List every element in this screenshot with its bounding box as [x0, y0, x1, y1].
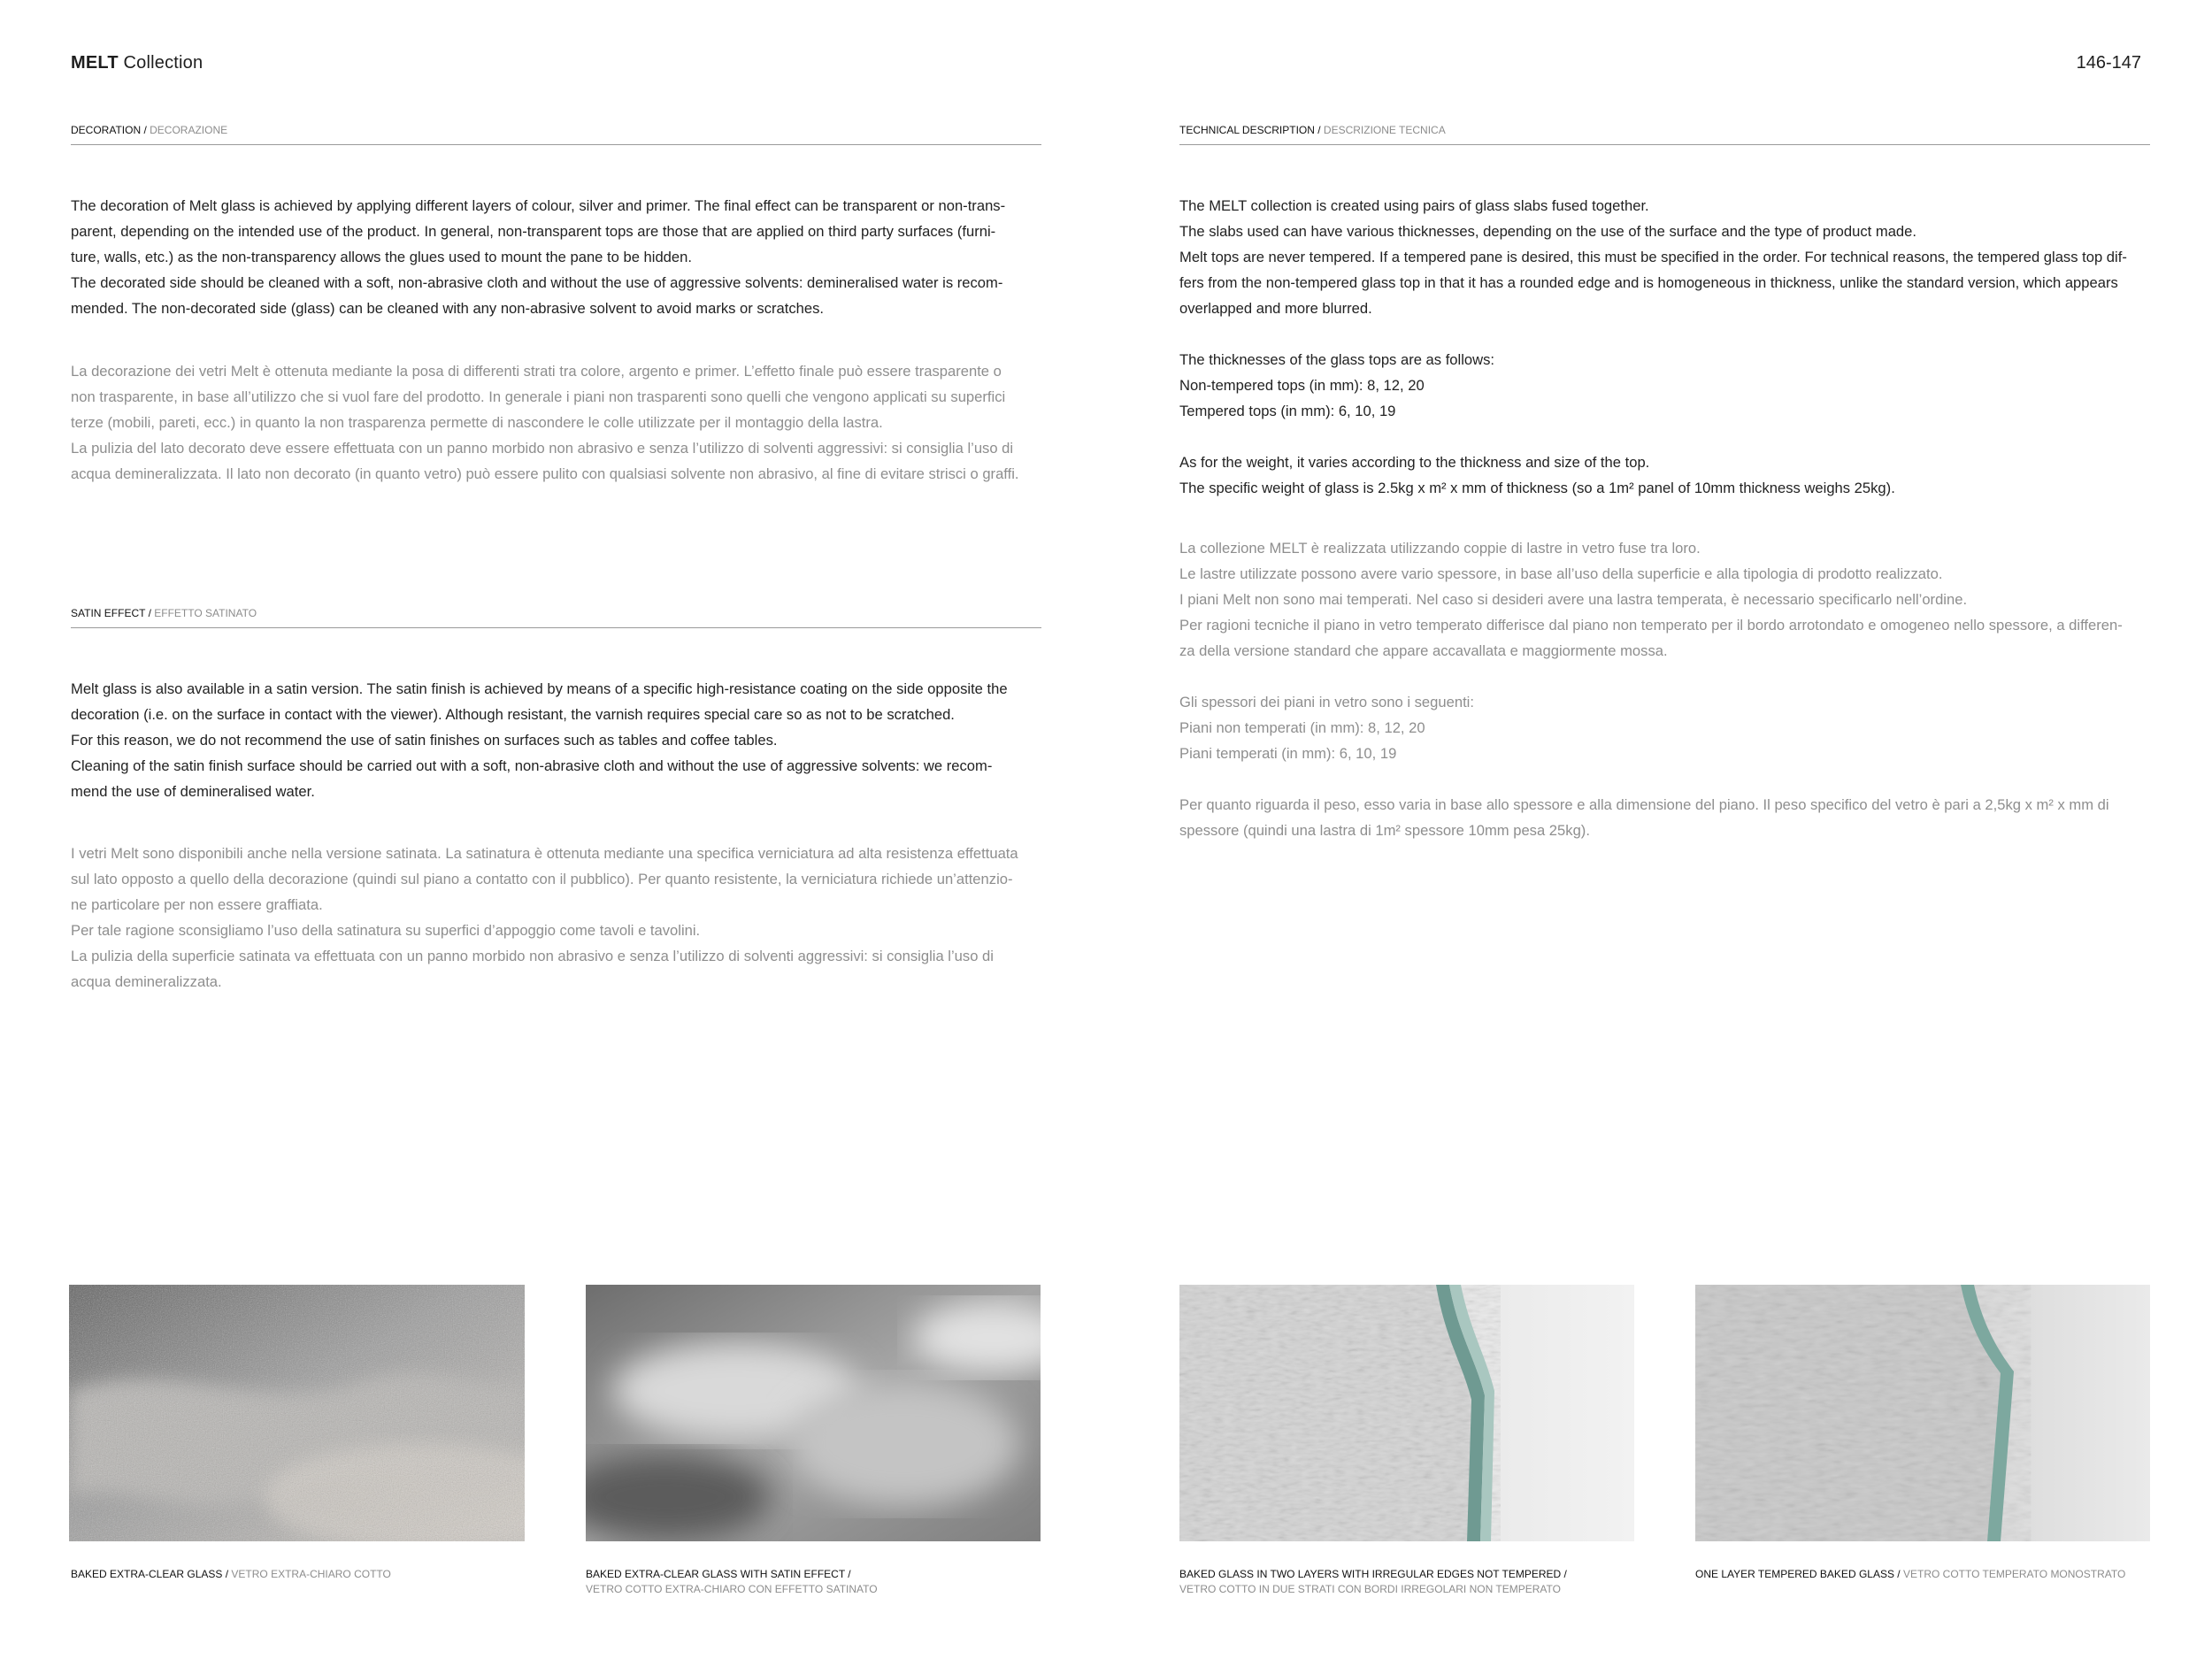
brand-rest: Collection — [118, 53, 204, 73]
brand-bold: MELT — [71, 53, 119, 73]
technical-text-it: La collezione MELT è realizzata utilizzando coppie di lastre in vetro fuse tra loro. Le lastre utilizzate possono avere vario spessore, in base all’uso della superficie e alla tipologia di prodotto realizzato. I piani Melt non sono mai temperati. Nel caso si desideri avere una lastra temperata, è necessario specificarlo nell’ordine. Per ragioni tecniche il piano in vetro temperato differisce dal piano non temperato per il bordo arrotondato e omogeneo nello spessore, a differen- za della versione standard che appare accavallata e maggiormente mossa. Gli spessori dei piani in vetro sono i seguenti: Piani non temperati (in mm): 8, 12, 20 Piani temperati (in mm): 6, 10, 19 Per quanto riguarda il peso, esso varia in base allo spessore e alla dimensione del piano. Il peso specifico del vetro è pari a 2,5kg x m² x mm di spessore (quindi una lastra di 1m² spessore 10mm pesa 25kg). — [1179, 540, 2123, 839]
section-title-satin — [71, 607, 1041, 628]
photo-baked-extra-clear-glass — [69, 1285, 525, 1541]
page-header — [71, 53, 2141, 83]
caption-it-line2: VETRO COTTO IN DUE STRATI CON BORDI IRREGOLARI NON TEMPERATO — [1179, 1583, 1561, 1595]
title-en: DECORATION / — [71, 124, 147, 136]
section-title-decoration — [71, 124, 1041, 145]
caption-en: BAKED GLASS IN TWO LAYERS WITH IRREGULAR EDGES NOT TEMPERED / — [1179, 1568, 1567, 1580]
decoration-text-it: La decorazione dei vetri Melt è ottenuta mediante la posa di differenti strati tra colore, argento e primer. L’effetto finale può essere trasparente o non trasparente, in base all’utilizzo che si vuol fare del prodotto. In generale i piani non trasparenti sono quelli che vengono applicati su superfici terze (mobili, pareti, ecc.) in quanto la non trasparenza permette di nascondere le colle utilizzate per il montaggio della lastra. La pulizia del lato decorato deve essere effettuata con un panno morbido non abrasivo e senza l’utilizzo di solventi aggressivi: si consiglia l’uso di acqua demineralizzata. Il lato non decorato (in quanto vetro) può essere pulito con qualsiasi solvente non abrasivo, al fine di evitare strisci o graffi. — [71, 363, 1019, 482]
title-en: TECHNICAL DESCRIPTION / — [1179, 124, 1321, 136]
title-it: DESCRIZIONE TECNICA — [1320, 124, 1446, 136]
caption-photo-4 — [1695, 1567, 2125, 1582]
caption-en: ONE LAYER TEMPERED BAKED GLASS / — [1695, 1568, 1901, 1580]
title-en: SATIN EFFECT / — [71, 607, 151, 619]
page-numbers: 146-147 — [2076, 53, 2141, 73]
title-it: DECORAZIONE — [146, 124, 228, 136]
caption-it: VETRO EXTRA-CHIARO COTTO — [228, 1568, 391, 1580]
caption-photo-2 — [586, 1567, 878, 1597]
photo-tempered-glass — [1695, 1285, 2150, 1541]
caption-photo-1 — [71, 1567, 391, 1582]
caption-photo-3 — [1179, 1567, 1567, 1597]
brand-title — [71, 53, 203, 73]
section-title-technical — [1179, 124, 2150, 145]
satin-text-it: I vetri Melt sono disponibili anche nella versione satinata. La satinatura è ottenuta mediante una specifica verniciatura ad alta resistenza effettuata sul lato opposto a quello della decorazione (quindi sul piano a contatto con il pubblico). Per quanto resistente, la verniciatura richiede un’attenzio- ne particolare per non essere graffiata. Per tale ragione sconsigliamo l’uso della satinatura su superfici d’appoggio come tavoli e tavolini. La pulizia della superficie satinata va effettuata con un panno morbido non abrasivo e senza l’utilizzo di solventi aggressivi: si consiglia l’uso di acqua demineralizzata. — [71, 845, 1018, 990]
caption-it: VETRO COTTO TEMPERATO MONOSTRATO — [1900, 1568, 2126, 1580]
title-it: EFFETTO SATINATO — [150, 607, 257, 619]
satin-text-en: Melt glass is also available in a satin version. The satin finish is achieved by means of a specific high-resistance coating on the side opposite the decoration (i.e. on the surface in contact with the viewer). Although resistant, the varnish requires special care so as not to be scratched. For this reason, we do not recommend the use of satin finishes on surfaces such as tables and coffee tables. Cleaning of the satin finish surface should be carried out with a soft, non-abrasive cloth and without the use of aggressive solvents: we recom- mend the use of demineralised water. — [71, 680, 1008, 800]
caption-en: BAKED EXTRA-CLEAR GLASS / — [71, 1568, 229, 1580]
technical-text-en: The MELT collection is created using pairs of glass slabs fused together. The slabs used can have various thicknesses, depending on the use of the surface and the type of product made. Melt tops are never tempered. If a tempered pane is desired, this must be specified in the order. For technical reasons, the tempered glass top dif- fers from the non-tempered glass top in that it has a rounded edge and is homogeneous in thickness, unlike the standard version, which appears overlapped and more blurred. The thicknesses of the glass tops are as follows: Non-tempered tops (in mm): 8, 12, 20 Tempered tops (in mm): 6, 10, 19 As for the weight, it varies according to the thickness and size of the top. The specific weight of glass is 2.5kg x m² x mm of thickness (so a 1m² panel of 10mm thickness weighs 25kg). — [1179, 197, 2127, 496]
caption-it-line2: VETRO COTTO EXTRA-CHIARO CON EFFETTO SATINATO — [586, 1583, 878, 1595]
photo-two-layer-glass — [1179, 1285, 1634, 1541]
caption-en: BAKED EXTRA-CLEAR GLASS WITH SATIN EFFECT / — [586, 1568, 851, 1580]
photo-satin-glass — [586, 1285, 1041, 1541]
decoration-text-en: The decoration of Melt glass is achieved by applying different layers of colour, silver and primer. The final effect can be transparent or non-trans- parent, depending on the intended use of the product. In general, non-transparent tops are those that are applied on third party surfaces (furni- ture, walls, etc.) as the non-transparency allows the glues used to mount the pane to be hidden. The decorated side should be cleaned with a soft, non-abrasive cloth and without the use of aggressive solvents: demineralised water is recom- mended. The non-decorated side (glass) can be cleaned with any non-abrasive solvent to avoid marks or scratches. — [71, 197, 1006, 317]
